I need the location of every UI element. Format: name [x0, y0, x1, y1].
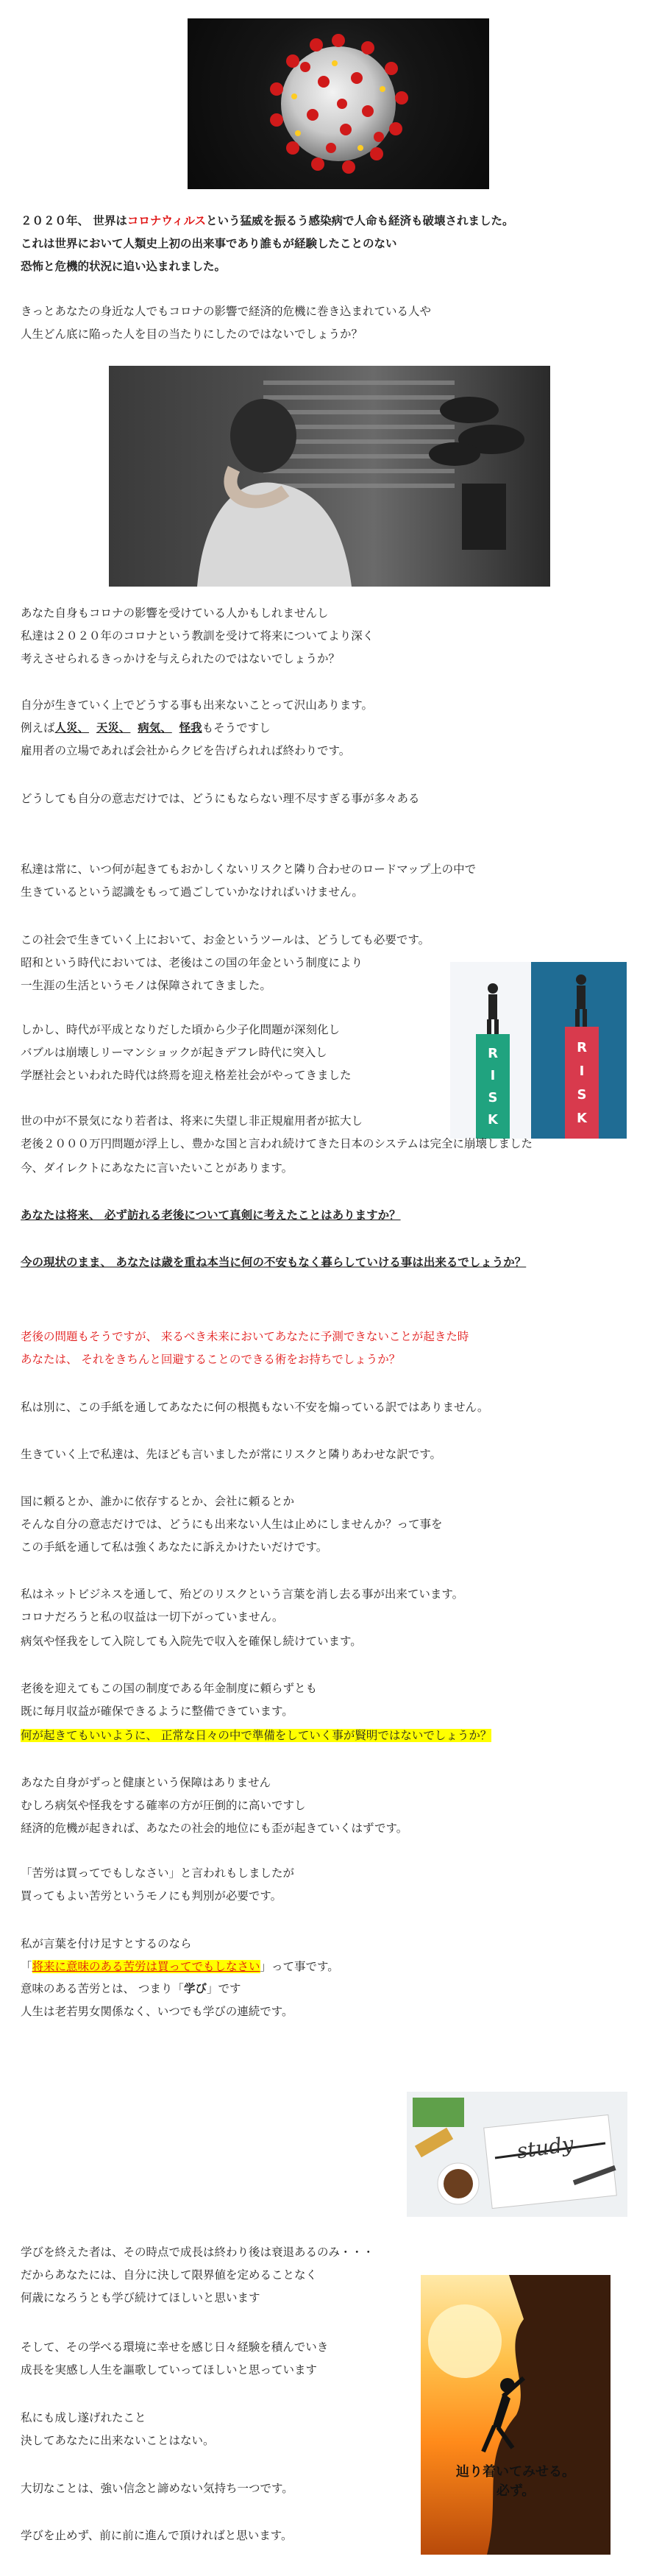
question-2: 今の現状のまま、 あなたは歳を重ね本当に何の不安もなく暮らしていける事は出来るでしょうか？ [21, 1256, 527, 1269]
paragraph-16: 病気や怪我をして入院しても入院先で収入を確保し続けています。 [21, 1635, 362, 1648]
paragraph-3: あなた自身もコロナの影響を受けている人かもしれませんし 私達は２０２０年のコロナという教訓を受けて将来についてより深く 考えさせられるきっかけを与えられたのではないでしょうか？ [21, 606, 374, 665]
paragraph-15: 私はネットビジネスを通して、殆どのリスクという言葉を消し去る事が出来ています。 コロナだろうと私の収益は一切下がっていません。 [21, 1588, 464, 1624]
paragraph-17: 老後を迎えてもこの国の制度である年金制度に頼らずとも 既に毎月収益が確保できるように整備できています。 [21, 1682, 318, 1718]
risk-letter: I [579, 1064, 585, 1079]
distressed-person-image [109, 366, 550, 587]
risk-letter: R [577, 1040, 587, 1055]
paragraph-18-highlight: 何が起きてもいいように、 正常な日々の中で準備をしていく事が賢明ではないでしょうか？ [21, 1729, 492, 1742]
paragraph-11-red: 老後の問題もそうですが、 来るべき未来においてあなたに予測できないことが起きた時 あなたは、 それをきちんと回避することのできる術をお持ちでしょうか？ [21, 1330, 469, 1366]
paragraph-25: 私にも成し遂げれたこと 決してあなたに出来ないことはない。 [21, 2411, 215, 2447]
paragraph-20: 「苦労は買ってでもしなさい」と言われもしましたが 買ってもよい苦労というモノにも判別が必要です。 [21, 1866, 295, 1903]
paragraph-24: そして、その学べる環境に幸せを感じ日々経験を積んでいき 成長を実感し人生を謳歌していってほしいと思っています [21, 2340, 329, 2377]
paragraph-23: 学びを終えた者は、その時点で成長は終わり後は衰退あるのみ・・・ だからあなたには、自分に決して限界値を定めることなく 何歳になろうとも学び続けてほしいと思います [21, 2246, 374, 2304]
study-notebook-image [407, 2092, 627, 2217]
risk-letter: R [488, 1046, 498, 1061]
paragraph-9: 世の中が不景気になり若者は、将来に失望し非正規雇用者が拡大し 老後２０００万円問題が浮上し、豊かな国と言われ続けてきた日本のシステムは完全に崩壊しました [21, 1114, 533, 1150]
paragraph-27: 学びを止めず、前に前に進んで頂ければと思います。 [21, 2529, 293, 2542]
paragraph-21: 私が言葉を付け足すとするのなら 「将来に意味のある苦労は買ってでもしなさい」って事です。 [21, 1937, 339, 1973]
climb-caption-line2: 必ず。 [496, 2483, 535, 2499]
paragraph-8: しかし、時代が平成となりだした頃から少子化問題が深刻化し バブルは崩壊しリーマンショックが起きデフレ時代に突入し 学歴社会といわれた時代は終焉を迎え格差社会がやってきました [21, 1023, 352, 1082]
paragraph-12: 私は別に、この手紙を通してあなたに何の根拠もない不安を煽っている訳ではありません。 [21, 1401, 489, 1414]
paragraph-4: 自分が生きていく上でどうする事も出来ないことって沢山あります。 例えば人災、 天災、 病気、 怪我もそうですし 雇用者の立場であれば会社からクビを告げられれば終わりです。 [21, 698, 373, 757]
risk-letter: K [488, 1112, 498, 1128]
paragraph-6: 私達は常に、いつ何が起きてもおかしくないリスクと隣り合わせのロードマップ上の中で 生きているという認識をもって過ごしていかなければいけません。 [21, 863, 477, 899]
risk-letter: I [490, 1068, 496, 1083]
risk-letter: K [577, 1111, 587, 1126]
paragraph-14: 国に頼るとか、誰かに依存するとか、会社に頼るとか そんな自分の意志だけでは、どうにも出来ない人生は止めにしませんか？って事を この手紙を通して私は強くあなたに訴えかけたいだけです。 [21, 1495, 443, 1554]
paragraph-26: 大切なことは、強い信念と諦めない気持ち一つです。 [21, 2482, 293, 2495]
question-1: あなたは将来、 必ず訪れる老後について真剣に考えたことはありますか？ [21, 1209, 401, 1222]
risk-letter: S [577, 1087, 587, 1103]
paragraph-13: 生きていく上で私達は、先ほども言いましたが常にリスクと隣りあわせな訳です。 [21, 1448, 441, 1461]
study-label: study [515, 2131, 575, 2164]
paragraph-19: あなた自身がずっと健康という保障はありません むしろ病気や怪我をする確率の方が圧倒的に高いですし 経済的危機が起きれば、あなたの社会的地位にも歪が起きていくはずです。 [21, 1776, 408, 1835]
paragraph-5: どうしても自分の意志だけでは、どうにもならない理不尽すぎる事が多々ある [21, 792, 420, 805]
paragraph-2: きっとあなたの身近な人でもコロナの影響で経済的危機に巻き込まれている人や 人生どん底に陥った人を目の当たりにしたのではないでしょうか？ [21, 305, 432, 341]
climb-caption-line1: 辿り着いてみせる。 [456, 2464, 575, 2480]
paragraph-7: この社会で生きていく上において、お金というツールは、どうしても必要です。 昭和という時代においては、老後はこの国の年金という制度により 一生涯の生活というモノは保障されてきました。 [21, 933, 430, 992]
paragraph-10: 今、ダイレクトにあなたに言いたいことがあります。 [21, 1161, 293, 1175]
paragraph-intro: ２０２０年、 世界はコロナウィルスという猛威を振るう感染病で人命も経済も破壊されました。 これは世界において人類史上初の出来事であり誰もが経験したことのない 恐怖と危機的状況に追い込まれました。 [21, 214, 514, 273]
paragraph-22: 意味のある苦労とは、 つまり「学び」です 人生は老若男女関係なく、いつでも学びの連続です。 [21, 1982, 293, 2018]
coronavirus-image [188, 18, 489, 189]
risk-letter: S [488, 1090, 498, 1105]
